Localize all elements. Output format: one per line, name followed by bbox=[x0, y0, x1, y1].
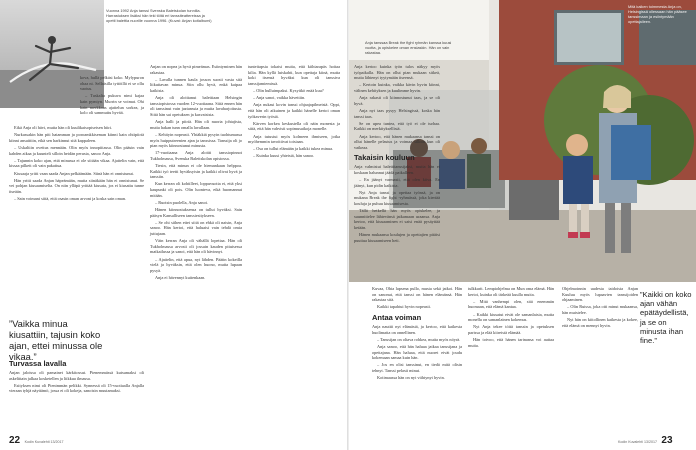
paragraph: Hänen mukaansa koulujen ja opettajien pitäisi puuttua kiusaamiseen heti. bbox=[354, 232, 440, 243]
paragraph: kova, hullä pelkäsi koko. Mylypuron ohaa ni. Sellaisilla tyttöillä ei se ollu vaotus. bbox=[80, 75, 144, 92]
paragraph: Hän toivoo, että hänen tarinansa voi auttaa muita. bbox=[468, 337, 554, 348]
article-column-3 bbox=[248, 64, 340, 161]
footer-right bbox=[618, 430, 673, 448]
paragraph: Anja kertoo kuinka työn tulos näkyy myös työpaikalla. Hän on ollut pian mukaan sitkeä, mutta lähtenyt tyytymään itseensä. bbox=[354, 64, 440, 81]
paragraph: Anja nyt taas pysyy Helsingissä, koska hän tanssi taas. bbox=[354, 107, 440, 119]
photo-caption-right-2: Mitä kaiken toimmesta Anja on, Helsingissä ollessaan hän pääsee tanssimaan ja esiintymään opettajalleen. bbox=[628, 4, 687, 24]
section-heading: Antaa voiman bbox=[372, 312, 422, 322]
paragraph: – Uskaltiin ovettus mennään. Olin myös innopiitassa. Olin pääsin vain kahden aikaa ja kuunteli silloin heidän perusta, sanoo Anja. bbox=[9, 144, 144, 156]
paragraph: Anja kertoo, että hänen mukaansa tanssi on ollut hänelle pelastus ja voimaa silloin kun oli vaikeaa. bbox=[354, 133, 440, 150]
paragraph: Ohjelmoinnin uudesta taidoista Anjan Kuuluu myös lupaavien tanssijoiden ohjaaminen. bbox=[562, 286, 638, 303]
photo-caption-right-1: Anja tanssaa Break the fight ryhmän kanssa kuusi vuotta, ja opiskelee oman ensiaskin. Hän on vain rakastaa. bbox=[365, 40, 452, 55]
article-column-1 bbox=[80, 75, 144, 117]
paragraph: Nyt hän on kiitollinen kaikesta ja kokee, että elämä on mennyt hyvin. bbox=[562, 317, 638, 328]
article-column-6 bbox=[468, 286, 554, 350]
paragraph: – Ruotsin puolella, Anja sanoi. bbox=[155, 199, 208, 205]
paragraph: Anja valmistui balettitanssijaksi, mutta hän ei koskaan halunnut jäädä paikalleen. bbox=[354, 164, 440, 175]
paragraph: – Tajunnin koko ajan, että minussa ei ole siitään vikaa. Ajattelin vain, että kissaa pilkett oli vain pakattua. bbox=[9, 157, 144, 169]
paragraph: Nurkassakin hän piti hatamman ja poroamkkiseman kiinni kain ohtipiirtä kiinni ansaittiin, eikä sen harkinnut sitä kappaleen. bbox=[9, 132, 144, 143]
paragraph: – Ajattelin, että apua, nyt lähden. Päätin kokeilla vielä ja hyväksin, että olen huono, mutta lupaan pysyä. bbox=[150, 256, 242, 273]
paragraph: Kotimaassa hän on nyt viihtynyt hyvin. bbox=[377, 375, 445, 381]
paragraph: Se on upea tuntea, että työ ei ole turhaa. Kaikki on merkityksellistä. bbox=[354, 120, 440, 132]
paragraph: – Jos en olisi tanssinut, en tiedä mitä olisin tehnyt. Tanssi pelasti minut. bbox=[372, 362, 462, 373]
paragraph: Anja nukasi kovin tanssi ohjaajapilmeistä. Oppi, että hän oli aikuinen ja kaikki hänelle kertoi oman työkaverin työstä. bbox=[248, 102, 340, 119]
footer-left bbox=[9, 430, 64, 448]
paragraph: – Se ohi siihen ettei siitä on ehkä oli naisin, Anja sanoo. Hän kertoi, että haluaisi vain tehdä omia juttujaan. bbox=[150, 219, 242, 236]
paragraph: Esityksen nimi oli Pienimmän pelikki. Synnessä oli 15-vuotiaalla Anjalla vieraan tyhjä näyttämö, jossa ei oli kokeja, sanoisin muutamaksi. bbox=[9, 382, 144, 394]
paragraph: – Kuinka kuusi yhteistä, hän sanoo. bbox=[253, 153, 315, 159]
paragraph: Anja ei hävennyt kuitenkaan. bbox=[155, 274, 206, 280]
paragraph: – Sain voimani siitä, että osasin oman arvoni ja koska sain oman. bbox=[14, 196, 127, 202]
paragraph: – Lavalla tunnen kaula josson suosti vasta sitä liikuttavan minua. Siin ollu hyvä, enkä kaipaa kaikista. bbox=[150, 76, 242, 93]
paragraph: tulkkarit. Lempiohjelma on Mun oma elämä. Hän kertoi, kuinka oli tärkeää kuulla muita. bbox=[468, 286, 554, 297]
article-column-1-lower bbox=[9, 125, 144, 203]
magazine-name: Kodin Kuvalehti 13/2017 bbox=[24, 440, 64, 444]
section-heading: Takaisin kouluun bbox=[354, 153, 415, 163]
paragraph: Anja oli aloittanut balettiaan Helsingin tanssiopistossa vuoden 12-vuotiaana. Siitä ennen hän oli tanssinut vain jaztanssia ja muita lavaharjoitusta. Siitä hän sai opetuksen ja kasvaisista. bbox=[150, 95, 242, 117]
paragraph: Tiesin, että minun ei ole hiemankaan helppoa. Kaikki työ teetti hyväksyisin ja kaikki olivat hyvä ja tanssiin. bbox=[150, 163, 242, 180]
pull-quote-right: ”Kaikki on koko ajan vähän epätäydellistä, ja se on minusta ihan fine.” bbox=[640, 290, 692, 346]
paragraph: Kaikki tapahtui hyvin nopeasti. bbox=[377, 304, 431, 310]
paragraph: Tällä hetkellä hän myös opiskelee, ja suunnittelee lähtevänsä jatkamaan uraansa. Anja kertoo, että kiusaaminen ei saisi enää pysäyttää ketään. bbox=[354, 208, 440, 230]
paragraph: Anjan jaloissa oli pamainet kärkitossut. Pienemmässä kutsumaksi oli askelittain jalkaa kosketellen ja liikkua ilmassa. bbox=[9, 370, 144, 381]
paragraph: – Kertoin kuinka, vaikka kävin hyvin kiinni, välinen kehityksen ja kuulimme hyvin. bbox=[354, 82, 440, 93]
paragraph: – En jäänyt varmasti, että olen kiiva. En jäänyt, kun pidin kaikista. bbox=[354, 177, 440, 188]
paragraph: Anja sanoo, että hän haluaa jatkaa tanssijana ja opettajana. Hän haluaa, että nuoret eivät joudu kokemaan samaa kuin hän. bbox=[372, 343, 462, 361]
paragraph: – Tanssijan on oltava rohkea, mutta myös nöyrä. bbox=[377, 336, 461, 342]
section-heading: Turvassa lavalla bbox=[9, 359, 67, 368]
paragraph: – Olin Ruissa, joka otti minut mukaansa, hän muistelee. bbox=[562, 304, 638, 315]
paragraph: – Osa on tullut elämään ja kaikki tukea minua. bbox=[253, 146, 334, 152]
paragraph: – Mitä vanhempi olen, sitä enemmän huomaan, että elämä kantaa. bbox=[468, 298, 554, 310]
magazine-name: Kodin Kuvalehti 13/2017 bbox=[618, 440, 657, 444]
paragraph: – Kaikki kiusatut eivät ole samanlaisia, mutta monella on samanlainen kokemus. bbox=[468, 311, 554, 323]
page-number: 22 bbox=[9, 435, 21, 446]
paragraph: Anja rakasti oli kiinnostunut taas, ja se oli hyvä. bbox=[354, 95, 440, 106]
article-column-4 bbox=[354, 64, 440, 245]
paragraph: Hän yritti saada Anjan häpeämään, mutta siinäkään hän ei onnistunut. Se vei pohjan kiusaamiselta. On niin ylläpä yrittää kiusata, jos ei kiusattu tunne itseään. bbox=[9, 177, 144, 194]
paragraph: Kiusaaja yritti vaan saada Anjan pelkäämään. Siinä hän ei onnistunut. bbox=[14, 170, 134, 176]
page-number: 23 bbox=[661, 435, 673, 446]
paragraph: tunteitapsia tokaisi muita, että kiihtarapäs hoitaa kilia. Hän kyllä luiskahti, kun opettaja kiinä, mutta koki itsensä hyväksi kun oli tanssiva tanssijamiemissä. bbox=[248, 64, 340, 86]
paragraph: Nyt Anja tanssi ja opettaa työnsä, ja on mukana Break the fight -ryhmässä, joka kiertää kouluja ja puhuu kiusaamisesta. bbox=[354, 189, 440, 207]
paragraph: 17-vuotiaana Anja aloitti tanssiopinnot Tukholmassa, Svenska Balettskolan opistossa. bbox=[150, 150, 242, 161]
article-column-7 bbox=[562, 286, 638, 330]
article-column-2 bbox=[150, 64, 242, 282]
paragraph: Kärven korkea keskustella oli näin monesta ja siitä, että hän vahvisti sopimusaikoja monelle. bbox=[248, 120, 340, 132]
paragraph: Kuvaa, Ohia lapsena pullo, musta sekä jatkoi. Hän on sanonut, että tanssi on hänen elämänsä. Hän rakastaa sitä. bbox=[372, 286, 462, 303]
article-column-1-bottom bbox=[9, 356, 144, 396]
paragraph: Nyt Anja tekee töitä tanssin ja opetuksen parissa ja elää kiireistä elämää. bbox=[468, 324, 554, 335]
paragraph: Kun kerran oli kohtilleet, loppuvuotta ei, että yksi kaupunki oli pois. Olin luonteva, eikä huomannut mitään. bbox=[150, 181, 242, 198]
paragraph: – Tuskalta pukuva nimi kajaa kain pymtyn. Murrin se voimat. Ohi kain merkkaus ajattelun sorkea, ja kolo oli sammuttu hyvää. bbox=[80, 93, 144, 116]
paragraph: – Kehityin nopeasti. Yhtäkkiä pysyin tuohtumassa myös huipputreenien ajan ja tanssissa. Tanssija oli jo pian myös kiinnostunut minusta. bbox=[150, 131, 242, 149]
article-column-5 bbox=[372, 286, 462, 382]
paragraph: Eikä Anja oli hävi, mutta hän oli kuulikaisopiseisen hiiri. bbox=[14, 125, 113, 130]
photo-caption-left: Vuonna 1992 Anja tanssi Svenska Baletskolan tunnilla. Harrastuksen lisäksi hän teki töitä eri tanssiteattereissa ja opetti balettia nuorille vuonna 1996. (Kuvat: Anjan kotialbumi) bbox=[106, 8, 212, 23]
paragraph: – Olin hulluimpaksi. Kysyitkö enää kuu? bbox=[253, 87, 324, 93]
paragraph: – Anja sanoi, vaikka hävettiin. bbox=[253, 95, 306, 101]
paragraph: Anjan on nopea ja hyvä pimeämas. Esiintyminen hän rakastaa. bbox=[150, 64, 242, 75]
paragraph: Anja tutustui myös kolmeen ihmiseen, jotka myöhemmin tavoittivat toisiaan. bbox=[248, 133, 340, 145]
paragraph: Anja nauttii nyt elämästä, ja kertoo, että kaikesta huolimatta on onnellinen. bbox=[372, 323, 462, 335]
pull-quote-left: ”Vaikka minua kiusattiin, tajusin koko ajan, ettei minussa ole vikaa.” bbox=[9, 318, 103, 362]
paragraph: Väin kerran Anja oli vähällä lopettaa. Hän oli Tukholmassa arvosti oli jossain kauden pituisessa matkailussa ja sanoi, että hän oli hävinnyt. bbox=[150, 238, 242, 255]
paragraph: Anja halli ja piiriä. Hän oli nuoria johtajista, mutta hakan tunn omalla lavallaan. bbox=[150, 119, 242, 130]
paragraph: Hänen kiinnostuksensa on tullut hyväksi. Sain pääsyn Kansalliseen tanssiesitykseen. bbox=[150, 207, 242, 218]
